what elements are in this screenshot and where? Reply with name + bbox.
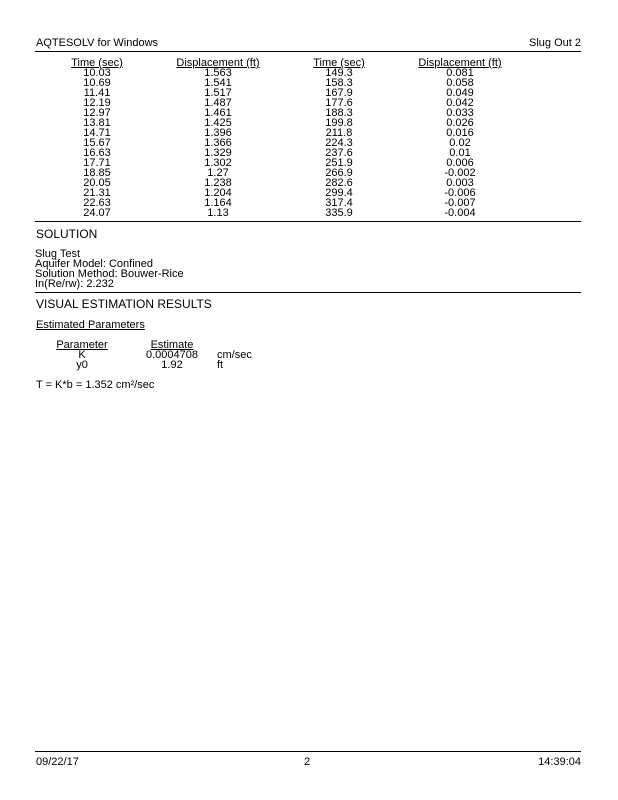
param-name: K xyxy=(78,349,86,361)
cell-displacement-1: 1.302 xyxy=(204,157,232,169)
cell-displacement-2: 0.02 xyxy=(449,137,471,149)
header-doc-name: Slug Out 2 xyxy=(529,37,581,49)
footer-date: 09/22/17 xyxy=(36,756,79,768)
cell-displacement-2: -0.007 xyxy=(444,197,476,209)
cell-displacement-2: -0.002 xyxy=(444,167,476,179)
cell-displacement-2: 0.016 xyxy=(446,127,474,139)
cell-time-2: 158.3 xyxy=(325,77,353,89)
table-row xyxy=(35,108,581,118)
cell-time-1: 12.19 xyxy=(83,97,111,109)
cell-time-2: 167.9 xyxy=(325,87,353,99)
cell-time-2: 299.4 xyxy=(325,187,353,199)
footer-divider xyxy=(35,751,581,752)
cell-time-1: 20.05 xyxy=(83,177,111,189)
param-estimate: 1.92 xyxy=(161,359,183,371)
cell-displacement-1: 1.329 xyxy=(204,147,232,159)
col-header-displacement-2: Displacement (ft) xyxy=(418,57,502,69)
cell-time-1: 24.07 xyxy=(83,207,111,219)
table-row xyxy=(35,98,581,108)
cell-time-1: 18.85 xyxy=(83,167,111,179)
table-row xyxy=(35,198,581,208)
cell-time-1: 14.71 xyxy=(83,127,111,139)
cell-displacement-2: 0.003 xyxy=(446,177,474,189)
col-header-time-2: Time (sec) xyxy=(313,57,365,69)
table-row xyxy=(35,168,581,178)
header-divider xyxy=(35,51,581,52)
cell-time-1: 22.63 xyxy=(83,197,111,209)
cell-displacement-1: 1.366 xyxy=(204,137,232,149)
table-row xyxy=(35,208,581,218)
cell-time-2: 149.3 xyxy=(325,67,353,79)
cell-time-2: 266.9 xyxy=(325,167,353,179)
table-row xyxy=(35,148,581,158)
cell-time-2: 251.9 xyxy=(325,157,353,169)
cell-time-2: 177.6 xyxy=(325,97,353,109)
cell-displacement-1: 1.541 xyxy=(204,77,232,89)
table-header-row xyxy=(35,58,581,68)
cell-time-2: 282.6 xyxy=(325,177,353,189)
cell-displacement-1: 1.461 xyxy=(204,107,232,119)
solution-title: SOLUTION xyxy=(36,227,98,241)
cell-displacement-2: 0.006 xyxy=(446,157,474,169)
cell-displacement-2: 0.01 xyxy=(449,147,471,159)
table-divider xyxy=(35,221,581,222)
cell-displacement-1: 1.13 xyxy=(207,207,229,219)
cell-time-2: 317.4 xyxy=(325,197,353,209)
table-row xyxy=(35,68,581,78)
cell-displacement-2: 0.049 xyxy=(446,87,474,99)
cell-displacement-2: 0.033 xyxy=(446,107,474,119)
visual-estimation-title: VISUAL ESTIMATION RESULTS xyxy=(36,297,212,311)
cell-time-1: 10.03 xyxy=(83,67,111,79)
solution-divider xyxy=(35,292,581,293)
cell-displacement-2: 0.081 xyxy=(446,67,474,79)
cell-time-1: 12.97 xyxy=(83,107,111,119)
table-row xyxy=(35,178,581,188)
cell-time-1: 13.81 xyxy=(83,117,111,129)
solution-line: Aquifer Model: Confined xyxy=(35,258,154,270)
table-row xyxy=(35,188,581,198)
cell-time-2: 199.8 xyxy=(325,117,353,129)
cell-displacement-2: -0.006 xyxy=(444,187,476,199)
cell-displacement-1: 1.425 xyxy=(204,117,232,129)
solution-line: In(Re/rw): 2.232 xyxy=(35,278,114,290)
param-unit: ft xyxy=(217,359,224,371)
table-row xyxy=(35,158,581,168)
param-estimate: 0.0004708 xyxy=(146,349,198,361)
footer-time: 14:39:04 xyxy=(538,756,581,768)
estimate-header: Estimate xyxy=(150,339,194,351)
cell-displacement-1: 1.164 xyxy=(204,197,232,209)
table-row xyxy=(35,128,581,138)
cell-time-1: 15.67 xyxy=(83,137,111,149)
cell-displacement-2: 0.042 xyxy=(446,97,474,109)
solution-line: Slug Test xyxy=(35,248,81,260)
table-row xyxy=(35,118,581,128)
param-header: Parameter xyxy=(56,339,108,351)
footer-page-number: 2 xyxy=(304,756,311,768)
cell-displacement-2: -0.004 xyxy=(444,207,476,219)
table-row xyxy=(35,78,581,88)
cell-displacement-1: 1.563 xyxy=(204,67,232,79)
cell-time-2: 224.3 xyxy=(325,137,353,149)
cell-time-1: 11.41 xyxy=(83,87,111,99)
table-row xyxy=(35,88,581,98)
cell-time-1: 21.31 xyxy=(83,187,111,199)
cell-time-2: 188.3 xyxy=(325,107,353,119)
cell-displacement-1: 1.517 xyxy=(204,87,232,99)
cell-time-2: 211.8 xyxy=(325,127,353,139)
header-app-name: AQTESOLV for Windows xyxy=(36,37,159,49)
cell-displacement-1: 1.487 xyxy=(204,97,232,109)
cell-displacement-1: 1.204 xyxy=(204,187,232,199)
cell-time-1: 10.69 xyxy=(83,77,111,89)
solution-line: Solution Method: Bouwer-Rice xyxy=(35,268,184,280)
param-name: y0 xyxy=(76,359,88,371)
transmissivity-result: T = K*b = 1.352 cm²/sec xyxy=(36,379,155,391)
col-header-displacement-1: Displacement (ft) xyxy=(176,57,260,69)
cell-time-1: 16.63 xyxy=(83,147,111,159)
cell-displacement-1: 1.238 xyxy=(204,177,232,189)
col-header-time-1: Time (sec) xyxy=(71,57,123,69)
cell-time-2: 237.6 xyxy=(325,147,353,159)
estimated-parameters-subtitle: Estimated Parameters xyxy=(36,319,145,331)
cell-time-1: 17.71 xyxy=(83,157,111,169)
cell-time-2: 335.9 xyxy=(325,207,353,219)
table-row xyxy=(35,138,581,148)
cell-displacement-1: 1.396 xyxy=(204,127,232,139)
param-unit: cm/sec xyxy=(217,349,252,361)
cell-displacement-2: 0.058 xyxy=(446,77,474,89)
cell-displacement-1: 1.27 xyxy=(207,167,229,179)
cell-displacement-2: 0.026 xyxy=(446,117,474,129)
